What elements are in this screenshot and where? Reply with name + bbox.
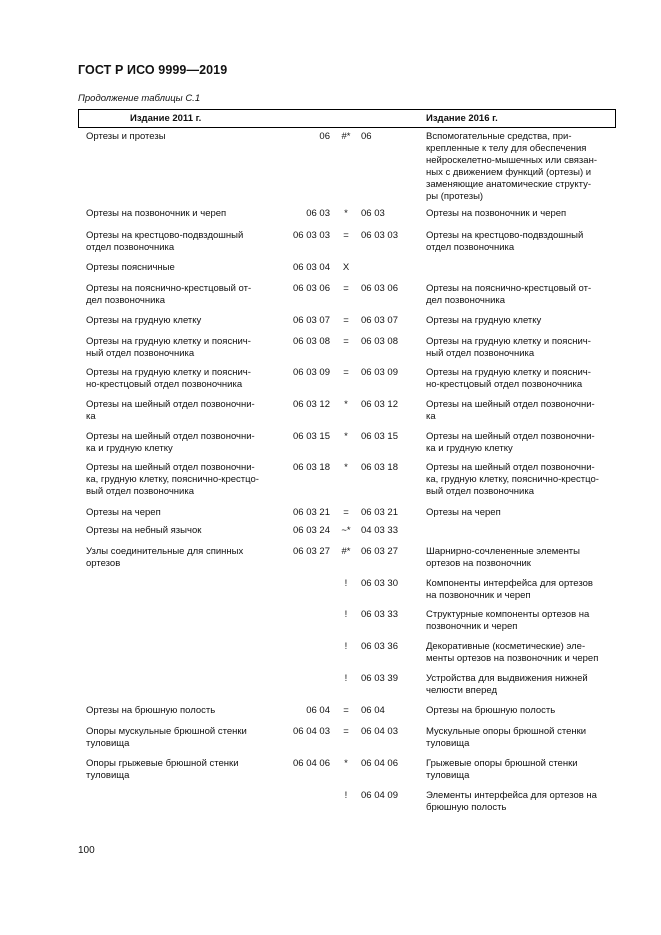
row-relation-sign: * xyxy=(344,431,348,442)
row-code-2016: 06 03 08 xyxy=(361,336,398,347)
row-code-2016: 06 03 15 xyxy=(361,431,398,442)
row-code-2016: 06 03 12 xyxy=(361,399,398,410)
row-relation-sign: = xyxy=(343,507,349,518)
row-relation-sign: X xyxy=(342,262,350,273)
row-desc-2011: Ортезы на шейный отдел позвоночни- ка xyxy=(86,399,255,422)
row-code-2016: 04 03 33 xyxy=(361,525,398,536)
row-code-2016: 06 03 06 xyxy=(361,283,398,294)
row-relation-sign: = xyxy=(343,705,349,716)
row-code-2016: 06 04 03 xyxy=(361,726,398,737)
row-code-2016: 06 xyxy=(361,131,372,142)
row-code-2011: 06 03 09 xyxy=(293,367,330,378)
row-code-2011: 06 03 06 xyxy=(293,283,330,294)
row-code-2016: 06 04 09 xyxy=(361,790,398,801)
row-desc-2016: Ортезы на череп xyxy=(426,507,501,518)
row-code-2011: 06 03 08 xyxy=(293,336,330,347)
row-desc-2011: Ортезы на грудную клетку и пояснич- ный отдел позвоночника xyxy=(86,336,251,359)
row-desc-2011: Ортезы на брюшную полость xyxy=(86,705,216,716)
row-code-2016: 06 03 18 xyxy=(361,462,398,473)
row-code-2011: 06 03 18 xyxy=(293,462,330,473)
row-desc-2011: Ортезы на шейный отдел позвоночни- ка и грудную клетку xyxy=(86,431,255,454)
row-code-2011: 06 04 06 xyxy=(293,758,330,769)
row-relation-sign: = xyxy=(343,367,349,378)
row-desc-2011: Ортезы на небный язычок xyxy=(86,525,202,536)
row-relation-sign: #* xyxy=(341,546,351,557)
row-relation-sign: = xyxy=(343,336,349,347)
row-desc-2016: Ортезы на шейный отдел позвоночни- ка xyxy=(426,399,595,422)
row-code-2016: 06 03 39 xyxy=(361,673,398,684)
column-header-2011: Издание 2011 г. xyxy=(130,113,202,124)
row-desc-2016: Структурные компоненты ортезов на позвоночник и череп xyxy=(426,609,590,632)
row-code-2011: 06 03 24 xyxy=(293,525,330,536)
table-header xyxy=(78,109,616,128)
row-desc-2016: Устройства для выдвижения нижней челюсти вперед xyxy=(426,673,588,696)
row-desc-2011: Опоры грыжевые брюшной стенки туловища xyxy=(86,758,239,781)
row-desc-2011: Узлы соединительные для спинных ортезов xyxy=(86,546,244,569)
row-desc-2016: Элементы интерфейса для ортезов на брюшную полость xyxy=(426,790,597,813)
row-code-2011: 06 04 xyxy=(306,705,330,716)
row-code-2016: 06 04 06 xyxy=(361,758,398,769)
row-desc-2016: Грыжевые опоры брюшной стенки туловища xyxy=(426,758,578,781)
row-relation-sign: ! xyxy=(344,578,348,589)
row-desc-2016: Ортезы на шейный отдел позвоночни- ка и грудную клетку xyxy=(426,431,595,454)
row-relation-sign: ~* xyxy=(341,525,351,536)
row-desc-2016: Мускульные опоры брюшной стенки туловища xyxy=(426,726,587,749)
row-relation-sign: * xyxy=(344,208,348,219)
row-code-2016: 06 03 xyxy=(361,208,385,219)
row-relation-sign: = xyxy=(343,230,349,241)
row-desc-2016: Ортезы на позвоночник и череп xyxy=(426,208,567,219)
row-relation-sign: * xyxy=(344,399,348,410)
row-relation-sign: ! xyxy=(344,641,348,652)
row-code-2016: 06 03 09 xyxy=(361,367,398,378)
row-code-2011: 06 03 04 xyxy=(293,262,330,273)
row-code-2011: 06 03 07 xyxy=(293,315,330,326)
row-code-2011: 06 03 xyxy=(306,208,330,219)
row-code-2016: 06 03 30 xyxy=(361,578,398,589)
row-code-2016: 06 03 03 xyxy=(361,230,398,241)
row-desc-2011: Ортезы на шейный отдел позвоночни- ка, грудную клетку, пояснично-крестцо- вый отдел позвоночника xyxy=(86,462,259,497)
row-code-2011: 06 03 27 xyxy=(293,546,330,557)
row-desc-2016: Декоративные (косметические) эле- менты ортезов на позвоночник и череп xyxy=(426,641,599,664)
row-desc-2016: Ортезы на крестцово-подвздошный отдел позвоночника xyxy=(426,230,584,253)
row-relation-sign: ! xyxy=(344,790,348,801)
row-relation-sign: #* xyxy=(341,131,351,142)
row-desc-2011: Ортезы на грудную клетку и пояснич- но-крестцовый отдел позвоночника xyxy=(86,367,251,390)
document-header: ГОСТ Р ИСО 9999—2019 xyxy=(78,63,228,77)
column-header-2016: Издание 2016 г. xyxy=(426,113,498,124)
row-code-2011: 06 03 15 xyxy=(293,431,330,442)
row-desc-2016: Компоненты интерфейса для ортезов на позвоночник и череп xyxy=(426,578,593,601)
row-desc-2011: Ортезы на череп xyxy=(86,507,161,518)
row-code-2016: 06 04 xyxy=(361,705,385,716)
row-desc-2011: Ортезы поясничные xyxy=(86,262,175,273)
row-code-2011: 06 04 03 xyxy=(293,726,330,737)
row-code-2011: 06 xyxy=(319,131,330,142)
row-desc-2016: Ортезы на брюшную полость xyxy=(426,705,556,716)
row-relation-sign: = xyxy=(343,726,349,737)
row-desc-2011: Опоры мускульные брюшной стенки туловища xyxy=(86,726,247,749)
row-code-2016: 06 03 07 xyxy=(361,315,398,326)
row-code-2011: 06 03 12 xyxy=(293,399,330,410)
table-caption: Продолжение таблицы С.1 xyxy=(78,93,201,104)
row-desc-2011: Ортезы и протезы xyxy=(86,131,166,142)
row-desc-2011: Ортезы на позвоночник и череп xyxy=(86,208,227,219)
row-relation-sign: = xyxy=(343,283,349,294)
row-desc-2011: Ортезы на грудную клетку xyxy=(86,315,202,326)
row-code-2011: 06 03 03 xyxy=(293,230,330,241)
row-desc-2011: Ортезы на пояснично-крестцовый от- дел позвоночника xyxy=(86,283,252,306)
row-code-2011: 06 03 21 xyxy=(293,507,330,518)
row-desc-2016: Ортезы на грудную клетку и пояснич- но-крестцовый отдел позвоночника xyxy=(426,367,591,390)
row-relation-sign: = xyxy=(343,315,349,326)
row-code-2016: 06 03 33 xyxy=(361,609,398,620)
row-relation-sign: ! xyxy=(344,609,348,620)
row-desc-2016: Шарнирно-сочлененные элементы ортезов на позвоночник xyxy=(426,546,580,569)
row-code-2016: 06 03 36 xyxy=(361,641,398,652)
row-desc-2016: Вспомогательные средства, при- крепленные к телу для обеспечения нейроскелетно-мышечных или связан- ных с движением функций (ортезы) и заменяющие анатомические структу- ры (протезы) xyxy=(426,131,597,202)
row-desc-2016: Ортезы на шейный отдел позвоночни- ка, грудную клетку, пояснично-крестцо- вый отдел позвоночника xyxy=(426,462,599,497)
row-desc-2016: Ортезы на пояснично-крестцовый от- дел позвоночника xyxy=(426,283,592,306)
row-desc-2016: Ортезы на грудную клетку xyxy=(426,315,542,326)
row-relation-sign: * xyxy=(344,462,348,473)
page-number: 100 xyxy=(78,845,95,856)
row-relation-sign: ! xyxy=(344,673,348,684)
row-desc-2016: Ортезы на грудную клетку и пояснич- ный отдел позвоночника xyxy=(426,336,591,359)
row-desc-2011: Ортезы на крестцово-подвздошный отдел позвоночника xyxy=(86,230,244,253)
row-relation-sign: * xyxy=(344,758,348,769)
row-code-2016: 06 03 27 xyxy=(361,546,398,557)
row-code-2016: 06 03 21 xyxy=(361,507,398,518)
